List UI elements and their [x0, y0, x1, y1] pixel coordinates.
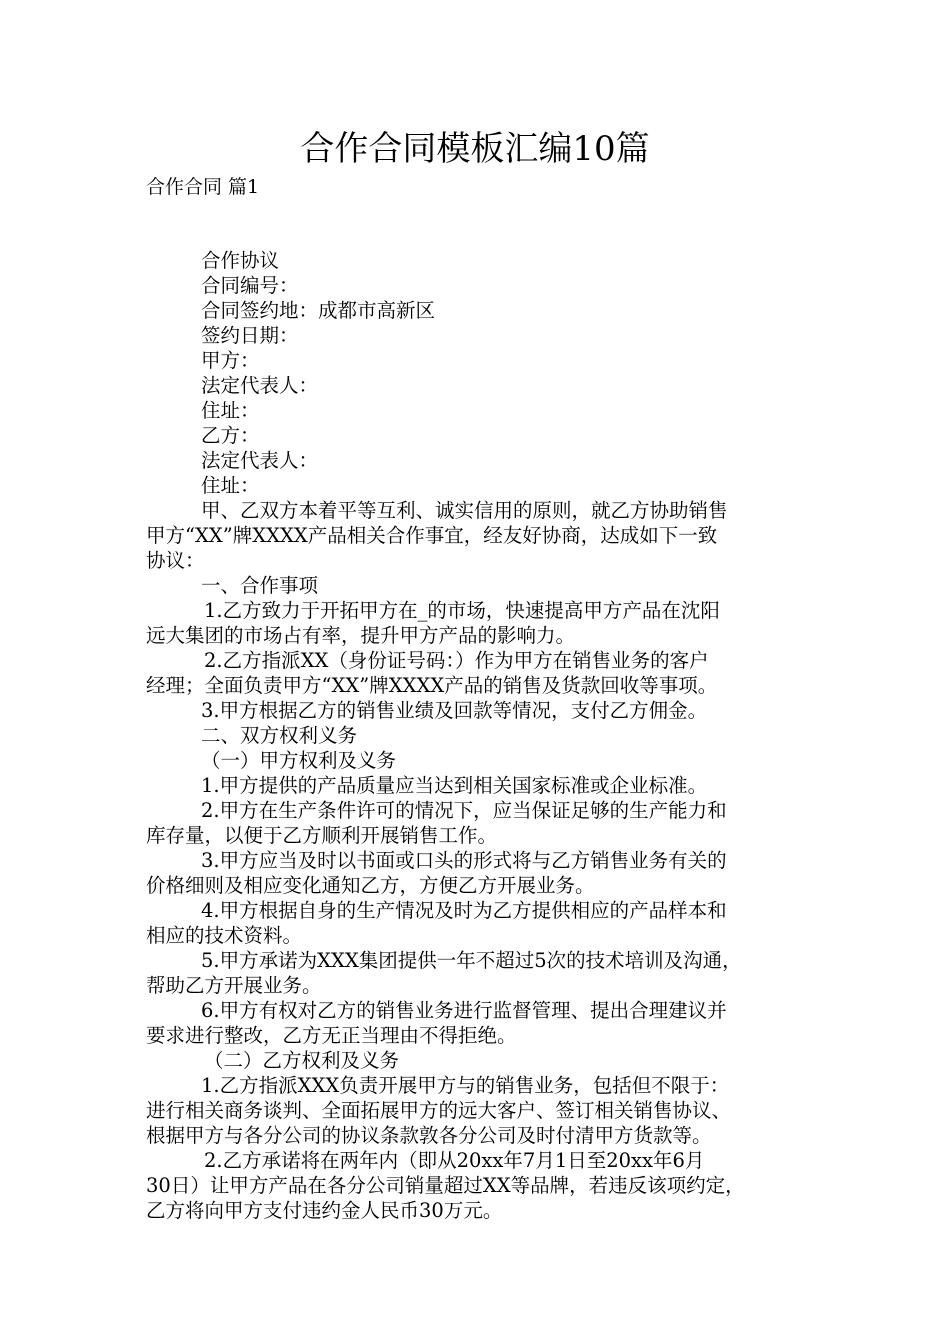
- text-line: （一）甲方权利及义务: [201, 749, 397, 772]
- text-line: 库存量，以便于乙方顺利开展销售工作。: [146, 824, 498, 847]
- text-line: 3.甲方应当及时以书面或口头的形式将与乙方销售业务有关的: [201, 849, 727, 872]
- text-line: 签约日期：: [201, 324, 299, 347]
- section-heading: 合作合同 篇1: [146, 176, 260, 198]
- text-line: 法定代表人：: [201, 449, 319, 472]
- text-line: 要求进行整改，乙方无正当理由不得拒绝。: [146, 1024, 517, 1047]
- text-line: 甲、乙双方本着平等互利、诚实信用的原则，就乙方协助销售: [201, 499, 728, 522]
- text-line: 3.甲方根据乙方的销售业绩及回款等情况，支付乙方佣金。: [201, 699, 708, 722]
- text-line: 乙方将向甲方支付违约金人民币30万元。: [146, 1199, 503, 1222]
- text-line: 2.甲方在生产条件许可的情况下，应当保证足够的生产能力和: [201, 799, 727, 822]
- text-line: 5.甲方承诺为XXX集团提供一年不超过5次的技术培训及沟通，: [201, 949, 742, 972]
- text-line: 乙方：: [201, 424, 260, 447]
- text-line: 2.乙方承诺将在两年内（即从20xx年7月1日至20xx年6月: [204, 1149, 705, 1172]
- text-line: 1.乙方致力于开拓甲方在_的市场，快速提高甲方产品在沈阳: [204, 599, 720, 622]
- text-line: 经理；全面负责甲方“XX”牌XXXX产品的销售及货款回收等事项。: [146, 674, 718, 697]
- text-line: 合作协议: [201, 249, 280, 272]
- text-line: 帮助乙方开展业务。: [146, 974, 322, 997]
- text-line: 住址：: [201, 474, 260, 497]
- text-line: 30日）让甲方产品在各分公司销量超过XX等品牌，若违反该项约定，: [146, 1174, 745, 1197]
- text-line: 进行相关商务谈判、全面拓展甲方的远大客户、签订相关销售协议、: [146, 1099, 732, 1122]
- text-line: 法定代表人：: [201, 374, 319, 397]
- text-line: 甲方：: [201, 349, 260, 372]
- text-line: 甲方“XX”牌XXXX产品相关合作事宜，经友好协商，达成如下一致: [146, 524, 718, 547]
- text-line: 2.乙方指派XX（身份证号码：）作为甲方在销售业务的客户: [204, 649, 709, 672]
- text-line: （二）乙方权利及义务: [204, 1049, 400, 1072]
- contract-body: [146, 248, 826, 1223]
- text-line: 6.甲方有权对乙方的销售业务进行监督管理、提出合理建议并: [201, 999, 727, 1022]
- text-line: 二、双方权利义务: [201, 724, 358, 747]
- document-title: 合作合同模板汇编10篇: [300, 129, 650, 169]
- text-line: 相应的技术资料。: [146, 924, 303, 947]
- text-line: 1.甲方提供的产品质量应当达到相关国家标准或企业标准。: [201, 774, 708, 797]
- text-line: 协议：: [146, 549, 205, 572]
- text-line: 远大集团的市场占有率，提升甲方产品的影响力。: [146, 624, 576, 647]
- text-line: 4.甲方根据自身的生产情况及时为乙方提供相应的产品样本和: [201, 899, 727, 922]
- text-line: 一、合作事项: [201, 574, 319, 597]
- text-line: 合同签约地：成都市高新区: [201, 299, 436, 322]
- text-line: 价格细则及相应变化通知乙方，方便乙方开展业务。: [146, 874, 595, 897]
- text-line: 1.乙方指派XXX负责开展甲方与的销售业务，包括但不限于：: [201, 1074, 730, 1097]
- text-line: 住址：: [201, 399, 260, 422]
- text-line: 根据甲方与各分公司的协议条款敦各分公司及时付清甲方货款等。: [146, 1124, 712, 1147]
- text-line: 合同编号：: [201, 274, 299, 297]
